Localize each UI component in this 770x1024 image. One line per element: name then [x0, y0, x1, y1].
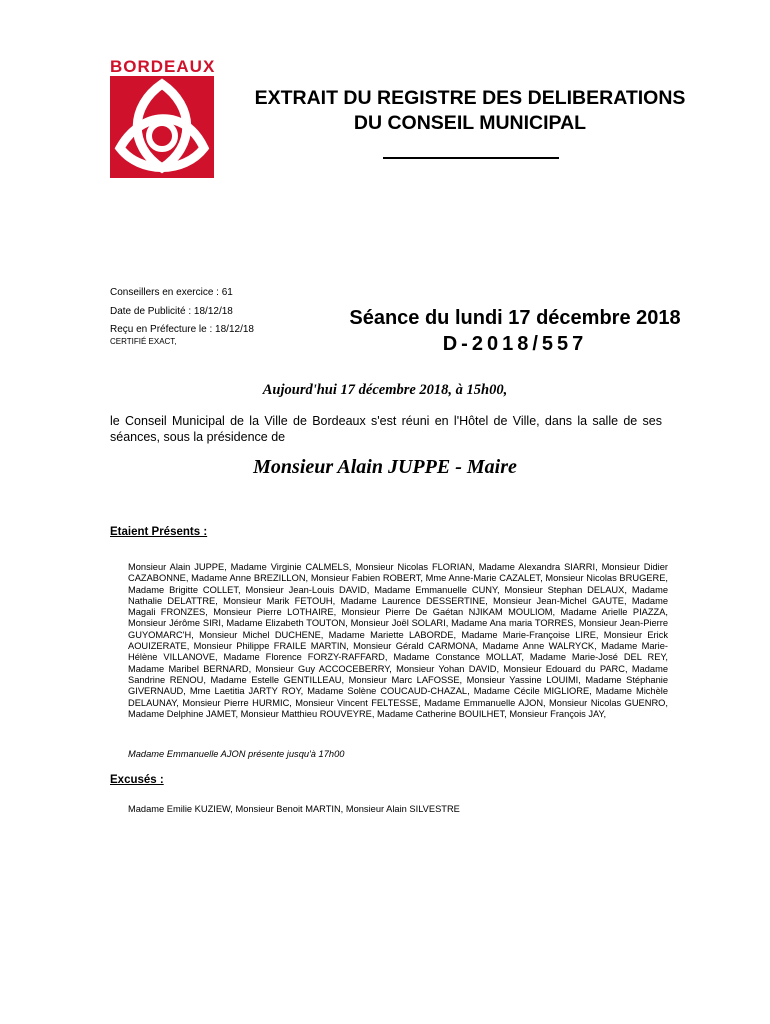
meta-certifie: CERTIFIÉ EXACT, — [110, 337, 177, 346]
triskel-center-ring — [149, 123, 175, 149]
president-name: Monsieur Alain JUPPE - Maire — [253, 456, 517, 478]
title-line-2: DU CONSEIL MUNICIPAL — [353, 112, 587, 134]
triskel-petal-lower — [120, 119, 204, 168]
logo-band-text: BORDEAUX — [110, 57, 216, 76]
deliberation-number: D-2018/557 — [442, 333, 588, 355]
title-line-1: EXTRAIT DU REGISTRE DES DELIBERATIONS — [254, 87, 686, 109]
document-title — [220, 86, 720, 136]
logo-body — [110, 76, 214, 178]
excuses-heading: Excusés : — [110, 774, 164, 786]
presence-note: Madame Emmanuelle AJON présente jusqu'à 17h00 — [128, 749, 345, 759]
bordeaux-logo — [110, 57, 214, 178]
meta-conseillers: Conseillers en exercice : 61 — [110, 287, 233, 298]
intro-paragraph: le Conseil Municipal de la Ville de Bordeaux s'est réuni en l'Hôtel de Ville, dans la salle de ses séances, sous la présidence de — [110, 414, 662, 444]
presents-heading: Etaient Présents : — [110, 526, 208, 538]
meta-prefecture: Reçu en Préfecture le : 18/12/18 — [110, 324, 254, 335]
session-title: Séance du lundi 17 décembre 2018 — [349, 307, 681, 329]
excuses-list: Madame Emilie KUZIEW, Monsieur Benoit MARTIN, Monsieur Alain SILVESTRE — [128, 804, 460, 814]
presents-list: Monsieur Alain JUPPE, Madame Virginie CALMELS, Monsieur Nicolas FLORIAN, Madame Alexandra SIARRI, Monsieur Didier CAZABONNE, Madame Anne BREZILLON, Monsieur Fabien ROBERT, Mme Anne-Marie CAZALET, Monsieur Nicolas BRUGERE, Madame Brigitte COLLET, Monsieur Jean-Louis DAVID, Madame Emmanuelle CUNY, Monsieur Stephan DELAUX, Madame Nathalie DELATTRE, Monsieur Marik FETOUH, Madame Laurence DESSERTINE, Monsieur Jean-Michel GAUTE, Madame Magali FRONZES, Monsieur Pierre LOTHAIRE, Monsieur Pierre De Gaétan NJIKAM MOULIOM, Madame Arielle PIAZZA, Monsieur Jérôme SIRI, Madame Elizabeth TOUTON, Monsieur Joël SOLARI, Madame Ana maria TORRES, Monsieur Jean-Pierre GUYOMARC'H, Monsieur Michel DUCHENE, Madame Mariette LABORDE, Madame Marie-Françoise LIRE, Monsieur Erick AOUIZERATE, Monsieur Philippe FRAILE MARTIN, Monsieur Gérald CARMONA, Madame Anne WALRYCK, Madame Marie-Hélène VILLANOVE, Madame Florence FORZY-RAFFARD, Madame Constance MOLLAT, Madame Marie-José DEL REY, Madame Maribel BERNARD, Monsieur Guy ACCOCEBERRY, Monsieur Yohan DAVID, Monsieur Edouard du PARC, Madame Sandrine RENOU, Madame Estelle GENTILLEAU, Monsieur Marc LAFOSSE, Monsieur Yassine LOUIMI, Madame Stéphanie GIVERNAUD, Mme Laetitia JARTY ROY, Madame Solène COUCAUD-CHAZAL, Madame Cécile MIGLIORE, Madame Michèle DELAUNAY, Monsieur Pierre HURMIC, Monsieur Vincent FELTESSE, Madame Emmanuelle AJON, Monsieur Nicolas GUENRO, Madame Delphine JAMET, Monsieur Matthieu ROUVEYRE, Madame Catherine BOUILHET, Monsieur François JAY, — [128, 562, 668, 719]
triskel-icon — [110, 76, 214, 178]
title-underline — [383, 157, 559, 159]
session-date-line: Aujourd'hui 17 décembre 2018, à 15h00, — [262, 382, 508, 398]
meta-publicite: Date de Publicité : 18/12/18 — [110, 306, 233, 317]
